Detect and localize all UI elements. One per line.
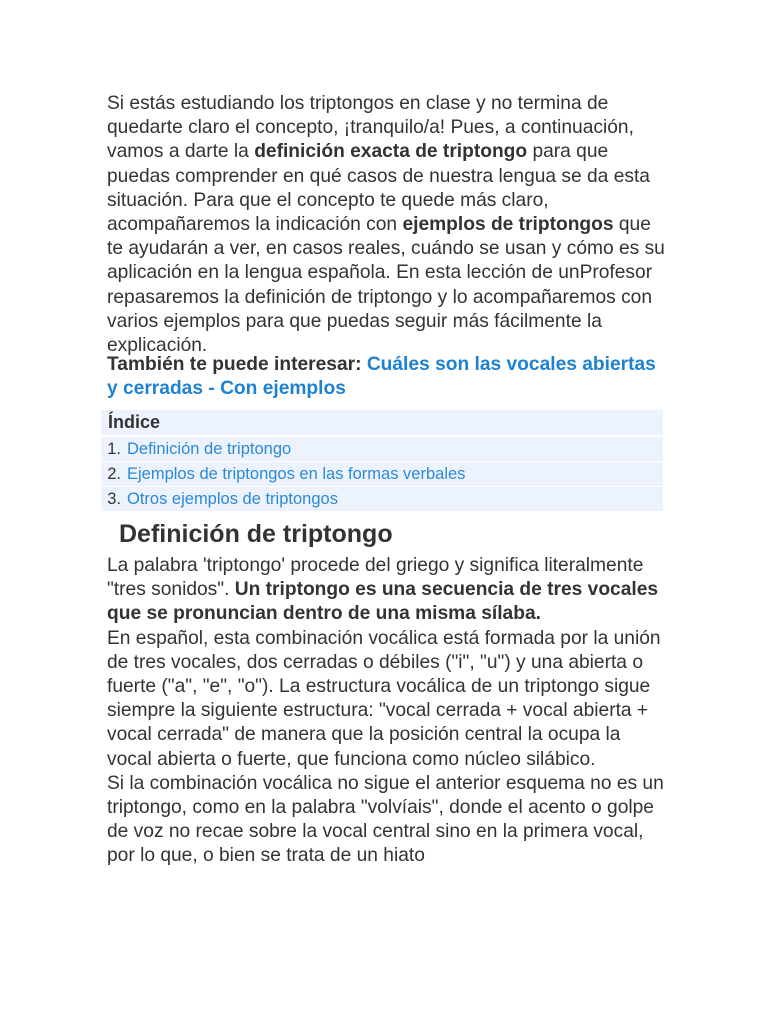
toc-title: Índice — [101, 410, 663, 435]
toc-item-number: 3. — [107, 490, 121, 508]
paragraph-1-text: La palabra 'triptongo' procede del griego y significa literalmente "tres sonidos". — [107, 555, 644, 601]
section-paragraph-1 — [107, 554, 667, 627]
related-article — [107, 353, 667, 401]
intro-text-2: para que puedas comprender en qué casos de nuestra lengua se da esta situación. Para que el concepto te quede más claro, acompañaremos la indicación con — [107, 141, 650, 236]
toc-item-definition — [101, 437, 663, 461]
toc-item-other-examples — [101, 487, 663, 511]
toc-item-verb-examples — [101, 462, 663, 486]
toc-link-definition[interactable]: Definición de triptongo — [127, 440, 292, 458]
intro-bold-definition: definición exacta de triptongo — [254, 141, 528, 163]
related-article-link[interactable]: Cuáles son las vocales abiertas y cerradas - Con ejemplos — [107, 354, 656, 400]
table-of-contents — [101, 410, 663, 512]
related-label: También te puede interesar: — [107, 354, 367, 375]
toc-item-number: 1. — [107, 440, 121, 458]
toc-item-number: 2. — [107, 465, 121, 483]
toc-link-verb-examples[interactable]: Ejemplos de triptongos en las formas verbales — [127, 465, 466, 483]
intro-text-3: que te ayudarán a ver, en casos reales, cuándo se usan y cómo es su aplicación en la lengua española. En esta lección de unProfesor repasaremos la definición de triptongo y lo acompañaremos con varios ejemplos para que puedas seguir más fácilmente la explicación. — [107, 214, 665, 357]
section-paragraph-3: Si la combinación vocálica no sigue el anterior esquema no es un triptongo, como en la palabra "volvíais", donde el acento o golpe de voz no recae sobre la vocal central sino en la primera vocal, por lo que, o bien se trata de un hiato — [107, 772, 664, 867]
paragraph-1-bold: Un triptongo es una secuencia de tres vocales que se pronuncian dentro de una misma sílaba. — [107, 579, 659, 625]
toc-link-other-examples[interactable]: Otros ejemplos de triptongos — [127, 490, 338, 508]
intro-bold-examples: ejemplos de triptongos — [402, 214, 614, 236]
section-paragraph-2: En español, esta combinación vocálica está formada por la unión de tres vocales, dos cerradas o débiles ("i", "u") y una abierta o fuerte ("a", "e", "o"). La estructura vocálica de un triptongo sigue siempre la siguiente estructura: "vocal cerrada + vocal abierta + vocal cerrada" de manera que la posición central la ocupa la vocal abierta o fuerte, que funciona como núcleo silábico. — [107, 627, 661, 770]
intro-text-1: Si estás estudiando los triptongos en clase y no termina de quedarte claro el concepto, ¡tranquilo/a! Pues, a continuación, vamos a darte la — [107, 93, 634, 163]
intro-paragraph — [107, 92, 667, 358]
section-heading: Definición de triptongo — [119, 520, 393, 548]
section-body — [107, 554, 667, 869]
toc-list — [101, 437, 663, 511]
